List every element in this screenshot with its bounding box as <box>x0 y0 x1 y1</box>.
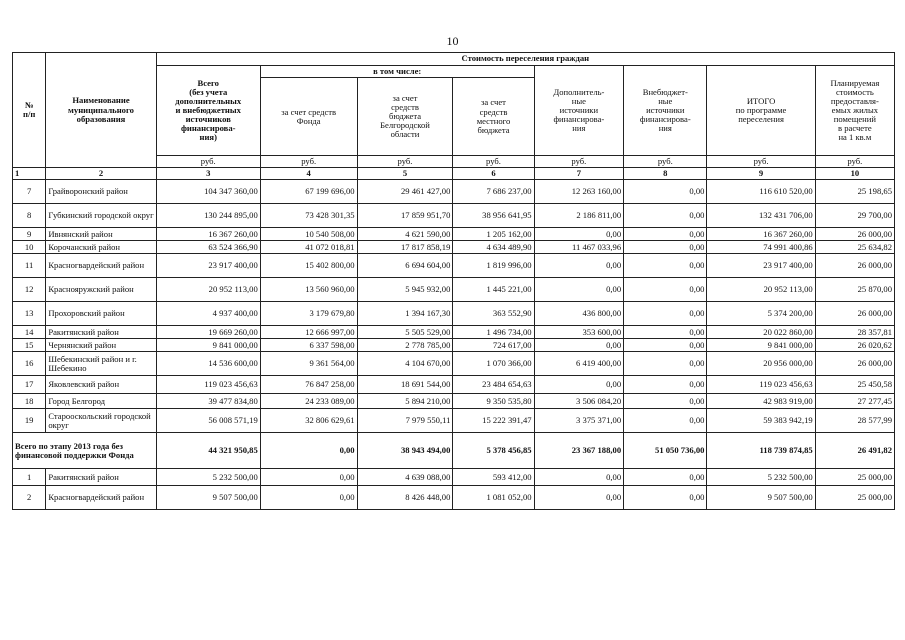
value-cell: 593 412,00 <box>453 469 534 486</box>
value-cell: 7 979 550,11 <box>357 409 453 433</box>
value-cell: 5 232 500,00 <box>707 469 815 486</box>
value-cell: 13 560 960,00 <box>260 278 357 302</box>
municipality-name: Город Белгород <box>46 394 156 409</box>
row-number: 12 <box>13 278 46 302</box>
table-row <box>13 254 895 278</box>
col-index-cell: 1 <box>13 168 46 180</box>
value-cell: 20 952 113,00 <box>707 278 815 302</box>
municipality-name: Ракитянский район <box>46 469 156 486</box>
table-row <box>13 241 895 254</box>
municipality-name: Старооскольский городской округ <box>46 409 156 433</box>
value-cell: 25 634,82 <box>815 241 894 254</box>
value-cell: 5 232 500,00 <box>156 469 260 486</box>
col-index-cell: 10 <box>815 168 894 180</box>
unit-cell: руб. <box>707 156 815 168</box>
value-cell: 73 428 301,35 <box>260 204 357 228</box>
page-number: 10 <box>446 34 459 48</box>
table-row <box>13 180 895 204</box>
table-row <box>13 302 895 326</box>
table-body-2013 <box>13 180 895 433</box>
col-header-local-text: за счет средств местного бюджета <box>476 97 511 135</box>
value-cell: 1 819 996,00 <box>453 254 534 278</box>
row-number: 15 <box>13 339 46 352</box>
value-cell: 5 374 200,00 <box>707 302 815 326</box>
total-value: 38 943 494,00 <box>357 433 453 469</box>
value-cell: 26 000,00 <box>815 352 894 376</box>
col-header-name <box>46 53 156 168</box>
row-number: 18 <box>13 394 46 409</box>
value-cell: 67 199 696,00 <box>260 180 357 204</box>
col-index-cell: 7 <box>534 168 624 180</box>
value-cell: 59 383 942,19 <box>707 409 815 433</box>
table-header <box>13 53 895 180</box>
value-cell: 25 450,58 <box>815 376 894 394</box>
value-cell: 28 577,99 <box>815 409 894 433</box>
value-cell: 25 000,00 <box>815 469 894 486</box>
value-cell: 12 263 160,00 <box>534 180 624 204</box>
value-cell: 38 956 641,95 <box>453 204 534 228</box>
col-header-num <box>13 53 46 168</box>
value-cell: 27 277,45 <box>815 394 894 409</box>
value-cell: 6 694 604,00 <box>357 254 453 278</box>
value-cell: 20 956 000,00 <box>707 352 815 376</box>
value-cell: 26 000,00 <box>815 228 894 241</box>
value-cell: 119 023 456,63 <box>707 376 815 394</box>
total-value: 0,00 <box>260 433 357 469</box>
value-cell: 116 610 520,00 <box>707 180 815 204</box>
table-row <box>13 204 895 228</box>
table-row <box>13 376 895 394</box>
value-cell: 363 552,90 <box>453 302 534 326</box>
value-cell: 2 186 811,00 <box>534 204 624 228</box>
value-cell: 74 991 400,86 <box>707 241 815 254</box>
municipality-name: Красногвардейский район <box>46 486 156 510</box>
row-number: 7 <box>13 180 46 204</box>
col-header-local <box>453 78 534 156</box>
value-cell: 25 870,00 <box>815 278 894 302</box>
value-cell: 26 020,62 <box>815 339 894 352</box>
col-index-cell: 6 <box>453 168 534 180</box>
value-cell: 76 847 258,00 <box>260 376 357 394</box>
unit-cell: руб. <box>260 156 357 168</box>
municipality-name: Грайворонский район <box>46 180 156 204</box>
value-cell: 1 445 221,00 <box>453 278 534 302</box>
total-value: 23 367 188,00 <box>534 433 624 469</box>
value-cell: 4 634 489,90 <box>453 241 534 254</box>
col-header-total-text: Всего (без учета дополнительных и внебюджетных источников финансирова- ния) <box>175 77 242 143</box>
value-cell: 5 505 529,00 <box>357 326 453 339</box>
table-row <box>13 394 895 409</box>
col-header-planned-text: Планируемая стоимость предоставля- емых жилых помещений в расчете на 1 кв.м <box>830 77 880 143</box>
value-cell: 0,00 <box>624 228 707 241</box>
row-number: 9 <box>13 228 46 241</box>
col-index-cell: 2 <box>46 168 156 180</box>
value-cell: 23 917 400,00 <box>156 254 260 278</box>
col-header-additional <box>534 66 624 156</box>
value-cell: 41 072 018,81 <box>260 241 357 254</box>
table-row <box>13 339 895 352</box>
total-value: 26 491,82 <box>815 433 894 469</box>
col-index-cell: 4 <box>260 168 357 180</box>
value-cell: 1 496 734,00 <box>453 326 534 339</box>
col-header-region <box>357 78 453 156</box>
unit-cell: руб. <box>156 156 260 168</box>
unit-cell: руб. <box>624 156 707 168</box>
value-cell: 4 621 590,00 <box>357 228 453 241</box>
value-cell: 9 841 000,00 <box>707 339 815 352</box>
col-header-itogo-text: ИТОГО по программе переселения <box>735 95 787 125</box>
total-row <box>13 433 895 469</box>
total-value: 51 050 736,00 <box>624 433 707 469</box>
value-cell: 15 402 800,00 <box>260 254 357 278</box>
value-cell: 15 222 391,47 <box>453 409 534 433</box>
value-cell: 0,00 <box>624 204 707 228</box>
value-cell: 130 244 895,00 <box>156 204 260 228</box>
col-header-group: Стоимость переселения граждан <box>156 53 894 66</box>
table-row <box>13 228 895 241</box>
value-cell: 4 104 670,00 <box>357 352 453 376</box>
value-cell: 0,00 <box>534 486 624 510</box>
value-cell: 0,00 <box>624 254 707 278</box>
value-cell: 0,00 <box>534 469 624 486</box>
municipality-name: Шебекинский район и г. Шебекино <box>46 352 156 376</box>
municipality-name: Корочанский район <box>46 241 156 254</box>
col-header-region-text: за счет средств бюджета Белгородской области <box>380 92 430 140</box>
value-cell: 2 778 785,00 <box>357 339 453 352</box>
value-cell: 8 426 448,00 <box>357 486 453 510</box>
value-cell: 29 700,00 <box>815 204 894 228</box>
total-value: 118 739 874,85 <box>707 433 815 469</box>
value-cell: 14 536 600,00 <box>156 352 260 376</box>
value-cell: 5 894 210,00 <box>357 394 453 409</box>
value-cell: 3 375 371,00 <box>534 409 624 433</box>
value-cell: 436 800,00 <box>534 302 624 326</box>
resettlement-cost-table <box>12 52 895 510</box>
value-cell: 0,00 <box>534 254 624 278</box>
value-cell: 119 023 456,63 <box>156 376 260 394</box>
value-cell: 9 507 500,00 <box>707 486 815 510</box>
value-cell: 0,00 <box>260 469 357 486</box>
col-header-num-text: № п/п <box>23 100 36 120</box>
total-value: 5 378 456,85 <box>453 433 534 469</box>
value-cell: 42 983 919,00 <box>707 394 815 409</box>
row-number: 11 <box>13 254 46 278</box>
value-cell: 16 367 260,00 <box>156 228 260 241</box>
column-index-row <box>13 168 895 180</box>
municipality-name: Яковлевский район <box>46 376 156 394</box>
table-body-section-2 <box>13 469 895 510</box>
table-row <box>13 409 895 433</box>
value-cell: 20 952 113,00 <box>156 278 260 302</box>
value-cell: 16 367 260,00 <box>707 228 815 241</box>
value-cell: 24 233 089,00 <box>260 394 357 409</box>
value-cell: 0,00 <box>624 376 707 394</box>
value-cell: 5 945 932,00 <box>357 278 453 302</box>
municipality-name: Губкинский городской округ <box>46 204 156 228</box>
value-cell: 1 205 162,00 <box>453 228 534 241</box>
municipality-name: Чернянский район <box>46 339 156 352</box>
value-cell: 0,00 <box>624 180 707 204</box>
row-number: 1 <box>13 469 46 486</box>
col-header-name-text: Наименование муниципального образования <box>68 95 134 124</box>
value-cell: 39 477 834,80 <box>156 394 260 409</box>
value-cell: 6 419 400,00 <box>534 352 624 376</box>
col-index-cell: 8 <box>624 168 707 180</box>
unit-cell: руб. <box>534 156 624 168</box>
value-cell: 23 484 654,63 <box>453 376 534 394</box>
table-row <box>13 278 895 302</box>
municipality-name: Прохоровский район <box>46 302 156 326</box>
col-header-fund-text: за счет средств Фонда <box>281 106 337 126</box>
total-value: 44 321 950,85 <box>156 433 260 469</box>
col-header-fund <box>260 78 357 156</box>
value-cell: 7 686 237,00 <box>453 180 534 204</box>
total-label: Всего по этапу 2013 года без финансовой поддержки Фонда <box>13 433 157 469</box>
value-cell: 12 666 997,00 <box>260 326 357 339</box>
value-cell: 0,00 <box>624 339 707 352</box>
value-cell: 0,00 <box>624 469 707 486</box>
value-cell: 0,00 <box>624 409 707 433</box>
value-cell: 17 817 858,19 <box>357 241 453 254</box>
value-cell: 9 841 000,00 <box>156 339 260 352</box>
municipality-name: Ракитянский район <box>46 326 156 339</box>
col-index-cell: 5 <box>357 168 453 180</box>
value-cell: 19 669 260,00 <box>156 326 260 339</box>
value-cell: 132 431 706,00 <box>707 204 815 228</box>
col-index-cell: 3 <box>156 168 260 180</box>
value-cell: 56 008 571,19 <box>156 409 260 433</box>
value-cell: 32 806 629,61 <box>260 409 357 433</box>
value-cell: 63 524 366,90 <box>156 241 260 254</box>
value-cell: 18 691 544,00 <box>357 376 453 394</box>
row-number: 8 <box>13 204 46 228</box>
col-header-extra <box>624 66 707 156</box>
value-cell: 0,00 <box>624 278 707 302</box>
col-index-cell: 9 <box>707 168 815 180</box>
row-number: 2 <box>13 486 46 510</box>
value-cell: 4 639 088,00 <box>357 469 453 486</box>
row-number: 19 <box>13 409 46 433</box>
value-cell: 23 917 400,00 <box>707 254 815 278</box>
value-cell: 353 600,00 <box>534 326 624 339</box>
value-cell: 11 467 033,96 <box>534 241 624 254</box>
table-row <box>13 352 895 376</box>
municipality-name: Краснояружский район <box>46 278 156 302</box>
table-row <box>13 469 895 486</box>
col-header-total <box>156 66 260 156</box>
value-cell: 4 937 400,00 <box>156 302 260 326</box>
value-cell: 0,00 <box>534 339 624 352</box>
col-header-planned <box>815 66 894 156</box>
table-total <box>13 433 895 469</box>
value-cell: 0,00 <box>624 326 707 339</box>
row-number: 16 <box>13 352 46 376</box>
municipality-name: Красногвардейский район <box>46 254 156 278</box>
value-cell: 724 617,00 <box>453 339 534 352</box>
value-cell: 25 000,00 <box>815 486 894 510</box>
value-cell: 0,00 <box>624 394 707 409</box>
unit-cell: руб. <box>453 156 534 168</box>
value-cell: 17 859 951,70 <box>357 204 453 228</box>
table-row <box>13 326 895 339</box>
value-cell: 9 361 564,00 <box>260 352 357 376</box>
value-cell: 1 081 052,00 <box>453 486 534 510</box>
value-cell: 26 000,00 <box>815 254 894 278</box>
value-cell: 0,00 <box>534 376 624 394</box>
municipality-name: Ивнянский район <box>46 228 156 241</box>
value-cell: 3 506 084,20 <box>534 394 624 409</box>
value-cell: 1 394 167,30 <box>357 302 453 326</box>
value-cell: 0,00 <box>534 228 624 241</box>
col-header-additional-text: Дополнитель- ные источники финансирова- ния <box>553 86 605 134</box>
value-cell: 0,00 <box>624 486 707 510</box>
row-number: 17 <box>13 376 46 394</box>
value-cell: 9 507 500,00 <box>156 486 260 510</box>
value-cell: 104 347 360,00 <box>156 180 260 204</box>
unit-cell: руб. <box>815 156 894 168</box>
value-cell: 6 337 598,00 <box>260 339 357 352</box>
value-cell: 20 022 860,00 <box>707 326 815 339</box>
value-cell: 28 357,81 <box>815 326 894 339</box>
value-cell: 26 000,00 <box>815 302 894 326</box>
value-cell: 29 461 427,00 <box>357 180 453 204</box>
col-header-extra-text: Внебюджет- ные источники финансирова- ния <box>639 86 691 134</box>
value-cell: 0,00 <box>624 302 707 326</box>
value-cell: 0,00 <box>534 278 624 302</box>
value-cell: 25 198,65 <box>815 180 894 204</box>
col-header-incl: в том числе: <box>260 66 534 78</box>
value-cell: 1 070 366,00 <box>453 352 534 376</box>
unit-cell: руб. <box>357 156 453 168</box>
row-number: 14 <box>13 326 46 339</box>
row-number: 10 <box>13 241 46 254</box>
table-row <box>13 486 895 510</box>
value-cell: 10 540 508,00 <box>260 228 357 241</box>
value-cell: 0,00 <box>624 352 707 376</box>
value-cell: 3 179 679,80 <box>260 302 357 326</box>
value-cell: 0,00 <box>260 486 357 510</box>
value-cell: 9 350 535,80 <box>453 394 534 409</box>
row-number: 13 <box>13 302 46 326</box>
col-header-itogo <box>707 66 815 156</box>
value-cell: 0,00 <box>624 241 707 254</box>
